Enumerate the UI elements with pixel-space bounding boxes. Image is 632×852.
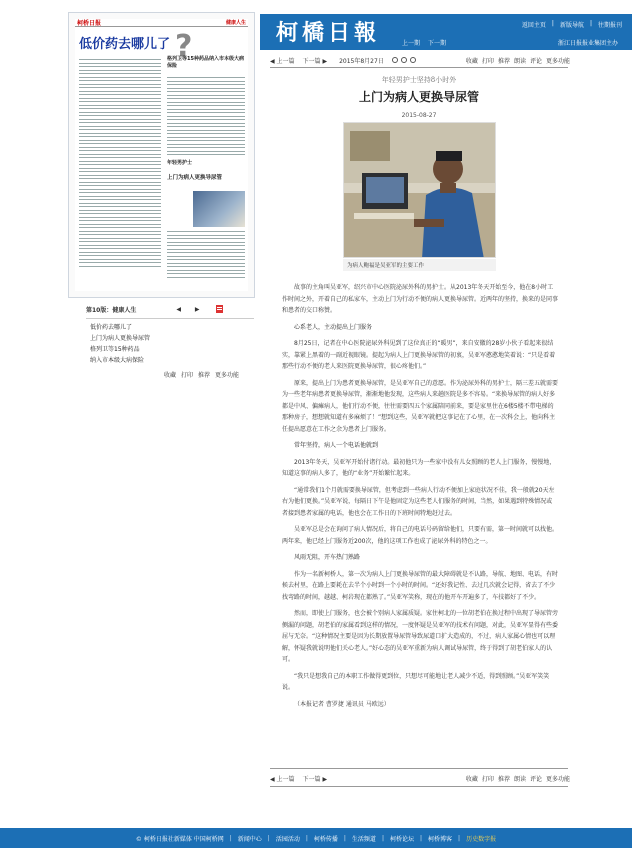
read-aloud-link-bottom[interactable]: 朗读 — [513, 775, 526, 783]
prev-article-link[interactable]: ◀ 上一篇 — [270, 57, 295, 65]
paragraph: 原来，提出上门为患者更换导尿管，是吴亚军自己的意愿。作为泌尿外科的男护士，隔三差五就需要为一些老年病患者更换导尿管，渐渐地他发现，这些病人来趟医院是多不容易。“来换导尿管的病人好多都是中风、偏瘫病人，他们行动不便，往往需要四五个家属陪同前来，要是家里住在6楼5楼不带电梯的那种房子，想想就知道有多麻烦了！”想到这些，吴亚军就把这事记在了心里，在一次科会上，他向科主任提出愿意在工作之余为患者上门服务。 — [282, 379, 559, 433]
top-nav: 返回主页 | 新版导航 | 往期报刊 — [521, 20, 622, 29]
footer-bar: © 柯桥日报社新媒体 中国柯桥网 | 新闻中心 | 活园活动 | 柯桥传播 | 生活频道 | 柯桥论坛 | 柯桥博客 | 历史数字报 — [0, 828, 632, 848]
font-medium-icon[interactable] — [401, 57, 407, 63]
divider — [270, 768, 568, 769]
paragraph: “我只是想我自己的本职工作做得更到位，只想尽可能地让老人减少不适，得到照顾。”吴亚军笑笑说。 — [282, 672, 550, 691]
article-kicker: 年轻男护士坚持8小时外 — [381, 76, 457, 84]
footer-copyright[interactable]: © 柯桥日报社新媒体 中国柯桥网 — [135, 835, 224, 843]
page-label: 第10版：健康人生 — [86, 306, 137, 314]
paragraph: 吴亚军总是会在询问了病人情况后，将自己的电话号码留给他们，只要有需，第一时间就可以找他。两年来，他已经上门服务近200次，他的这项工作也成了泌尿外科的特色之一。 — [282, 526, 559, 545]
more-link[interactable]: 更多功能 — [545, 57, 570, 65]
more-link-bottom[interactable]: 更多功能 — [545, 775, 570, 783]
section-heading: 心系老人，主动提出上门服务 — [294, 323, 373, 331]
paper-column-text — [79, 59, 161, 267]
comment-link-bottom[interactable]: 评论 — [529, 775, 542, 783]
paper-subhead-nurse[interactable]: 上门为病人更换导尿管 — [167, 175, 223, 181]
byline: （本报记者 曹罗捷 通讯员 马欧远） — [294, 700, 390, 708]
paper-main-headline[interactable]: 低价药去哪儿了 — [79, 37, 171, 52]
photo-caption: 为病人鲍福是吴亚军的主要工作 — [343, 259, 496, 271]
left-toolset — [164, 370, 239, 379]
favorite-link[interactable]: 收藏 — [465, 57, 478, 65]
divider — [270, 786, 568, 787]
recommend-link-bottom[interactable]: 推荐 — [497, 775, 510, 783]
paragraph: 然而，即使上门服务，也会被个别病人家属质疑。家住柯北的一位胡老伯在换过程中出现了导尿管旁侧漏的问题，胡老伯的家属看到这样的情况，一度怀疑是吴亚军的技术有问题，对此，吴亚军显得有些委屈与无奈。“这种情况主要是因为长期放置导尿管导致尿道口扩大造成的，不过，病人家属心情也可以理解，怀疑我就说明他们关心老人。”好心态的吴亚军重新为病人调试导尿管，终于得到了胡老伯家人的认可。 — [282, 610, 559, 663]
article-toolbar-bottom — [270, 772, 570, 784]
pdf-icon[interactable] — [216, 305, 223, 313]
article-toolbar-top — [270, 54, 570, 66]
list-item[interactable]: 上门为病人更换导尿管 — [90, 335, 151, 342]
paper-logo: 柯桥日报 — [77, 20, 102, 27]
nav-home-link[interactable]: 返回主页 — [521, 22, 546, 29]
recommend-link[interactable]: 推荐 — [497, 57, 510, 65]
footer-link-life[interactable]: 生活频道 — [351, 835, 376, 843]
page-thumbnail[interactable] — [75, 19, 248, 291]
read-aloud-link[interactable]: 朗读 — [513, 57, 526, 65]
issue-nav — [402, 38, 446, 47]
paper-header — [75, 19, 248, 27]
comment-link[interactable]: 评论 — [529, 57, 542, 65]
article-body — [282, 282, 558, 715]
paragraph: 2013年冬天，吴亚军开始付诸行动。最初他只为一些家中没有儿女照顾的老人上门服务，慢慢地，知道这事的病人多了，他的“业务”开始繁忙起来。 — [282, 458, 556, 477]
paragraph: “通常我们1个月就需要换导尿管，但考虑到一些病人行动不便加上家庭状况不佳，我一般就20天左右为他们更换。”吴亚军说，每隔日下午是他固定为这些老人们服务的时间，当然，如果遇到特殊情况或者接到患者家属的电话，他也会在工作日的下班时间特地赶过去。 — [282, 486, 555, 517]
publisher-note: 浙江日报报业集团主办 — [557, 40, 618, 47]
favorite-link-bottom[interactable]: 收藏 — [465, 775, 478, 783]
issue-date: 2015年8月27日 — [339, 57, 384, 65]
print-link-bottom[interactable]: 打印 — [481, 775, 494, 783]
paragraph: 作为一名新柯桥人，第一次为病人上门更换导尿管的最大障碍就是不认路，导航、地图、电话，有时候去村里，在路上要耗在去半个小时到一个小时的时间。“还好我记性、去过几次就会记得，省去了不少找弯路的时间，越越、柯岩现在都熟了。”吴亚军笑称，现在的他开车开遍多了，车技都好了不少。 — [282, 570, 559, 601]
article-date: 2015-08-27 — [401, 112, 437, 119]
footer-link-events[interactable]: 活园活动 — [275, 835, 300, 843]
article-list — [86, 318, 254, 366]
divider — [270, 67, 568, 68]
section-heading: 风雨无阻，开车热门熟路 — [294, 554, 361, 561]
prev-issue-link[interactable]: 上一期 — [402, 40, 421, 47]
article-photo — [343, 122, 496, 258]
footer-link-news[interactable]: 新闻中心 — [237, 835, 262, 843]
paper-column-text-2 — [167, 77, 245, 155]
footer-link-archive[interactable]: 历史数字报 — [466, 835, 497, 843]
left-more-link[interactable]: 更多功能 — [215, 372, 240, 379]
paper-subhead-kicker: 年轻男护士 — [167, 160, 193, 166]
footer-link-blog[interactable]: 柯桥博客 — [428, 835, 453, 843]
list-item[interactable]: 纳入市本级大病保险 — [90, 357, 145, 364]
article-title: 上门为病人更换导尿管 — [358, 90, 479, 104]
left-favorite-link[interactable]: 收藏 — [164, 372, 177, 379]
left-recommend-link[interactable]: 推荐 — [198, 372, 211, 379]
question-mark-graphic: ? — [175, 29, 193, 64]
list-item[interactable]: 格列卫等15种药品 — [90, 346, 140, 353]
nav-new-edition-link[interactable]: 新版导航 — [559, 22, 584, 29]
nav-archive-link[interactable]: 往期报刊 — [597, 22, 622, 29]
masthead-logo[interactable]: 柯橋日報 — [276, 20, 381, 46]
paragraph: 8月25日，记者在中心医院泌尿外科见到了这位真正的“暖男”，来自安徽的28岁小伙子看起来很结实，靠紧上黑着的一副近视眼镜。提起为病人上门更换导尿管的初衷，吴亚军憨憨地笑着说：“只是看着那些行动不便的老人来医院更换导尿管，很心疼他们。” — [282, 340, 556, 370]
paper-column-text-3 — [167, 231, 245, 278]
footer-link-media[interactable]: 柯桥传播 — [313, 835, 338, 843]
section-heading: 常年坚持，病人一个电话他就到 — [294, 442, 379, 449]
list-item[interactable]: 低价药去哪儿了 — [90, 324, 133, 331]
next-article-link-bottom[interactable]: 下一篇 ▶ — [302, 775, 328, 783]
print-link[interactable]: 打印 — [481, 57, 494, 65]
font-size-controls — [392, 57, 416, 63]
footer-link-forum[interactable]: 柯桥论坛 — [389, 835, 414, 843]
prev-article-link-bottom[interactable]: ◀ 上一篇 — [270, 775, 295, 783]
paper-subhead-drug[interactable]: 格列卫等15种药品纳入市本级大病保险 — [167, 56, 244, 69]
font-large-icon[interactable] — [392, 57, 398, 63]
page-preview[interactable] — [68, 12, 255, 298]
page-pager — [86, 304, 254, 314]
font-small-icon[interactable] — [410, 57, 416, 63]
left-print-link[interactable]: 打印 — [181, 372, 194, 379]
page-arrows[interactable]: ◀ ▶ — [176, 305, 206, 313]
paragraph: 故事的主角叫吴亚军，绍兴市中心医院泌尿外科的男护士。从2013年冬天开始至今，他在8小时工作时间之外，开着自己的私家车，主动上门为行动不便的病人更换导尿管。近两年的坚持，换来的是同事和患者的交口称赞。 — [282, 284, 559, 314]
next-issue-link[interactable]: 下一期 — [428, 40, 447, 47]
paper-photo — [193, 191, 245, 227]
next-article-link[interactable]: 下一篇 ▶ — [302, 57, 328, 65]
paper-section-tag: 健康人生 — [225, 20, 246, 26]
